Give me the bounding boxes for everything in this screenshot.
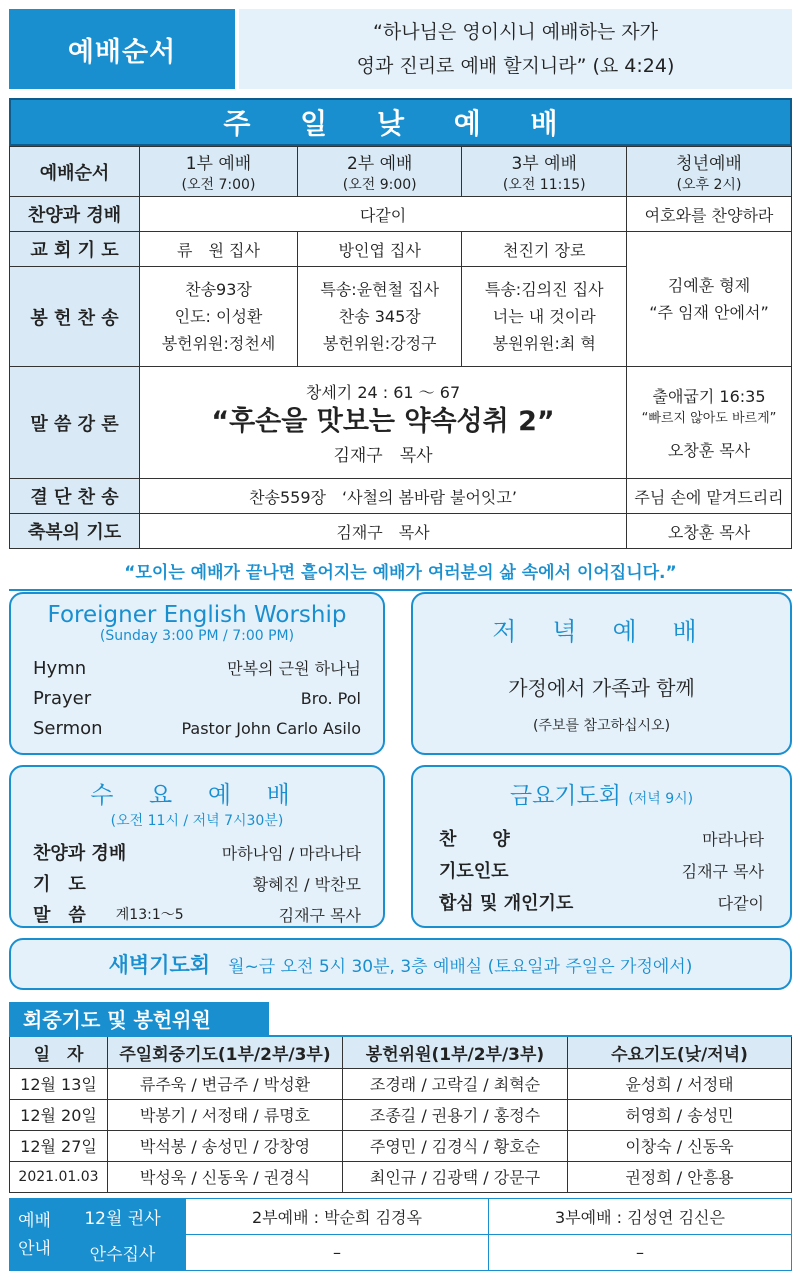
col-header: 봉헌위원(1부/2부/3부)	[343, 1036, 568, 1068]
col-1: 1부 예배 (오전 7:00)	[140, 147, 298, 197]
guide-row-key: 안수집사	[60, 1235, 186, 1271]
col-header: 수요기도(낮/저녁)	[568, 1036, 792, 1068]
col-header: 주일회중기도(1부/2부/3부)	[108, 1036, 343, 1068]
prayer-offering-table	[9, 1035, 792, 1193]
guide-row-key: 12월 권사	[60, 1199, 186, 1235]
wednesday-row: 말 씀 계13:1～5 김재구 목사	[33, 905, 361, 926]
evening-title: 저 녁 예 배	[492, 617, 711, 646]
wednesday-title: 수 요 예 배	[90, 781, 304, 809]
table-row: 12월 13일 류주욱 / 변금주 / 박성환 조경래 / 고락길 / 최혁순 윤성희 / 서정태	[10, 1068, 792, 1099]
guide-cell: 2부예배 : 박순희 김경옥	[186, 1199, 489, 1235]
wednesday-worship-box	[9, 765, 385, 928]
table-row: 2021.01.03 박성욱 / 신동욱 / 권경식 최인규 / 김광택 / 강문구 권정희 / 안흥용	[10, 1161, 792, 1192]
guide-cell: –	[186, 1235, 489, 1271]
blessing-youth: 오창훈 목사	[627, 514, 792, 549]
sermon-title: “후손을 맛보는 약속성취 2”	[211, 405, 555, 437]
motto: “모이는 예배가 끝나면 흩어지는 예배가 여러분의 삶 속에서 이어집니다.”	[9, 558, 792, 591]
quote-line-1: “하나님은 영이시니 예배하는 자가	[373, 21, 658, 43]
order-of-worship-title: 예배순서	[9, 9, 235, 89]
blessing-main: 김재구 목사	[140, 514, 627, 549]
closing-youth: 주님 손에 맡겨드리리	[627, 479, 792, 514]
english-row: Sermon Pastor John Carlo Asilo	[33, 718, 361, 739]
col-3: 3부 예배 (오전 11:15)	[462, 147, 627, 197]
evening-note: (주보를 참고하십시오)	[532, 718, 671, 734]
friday-row: 합심 및 개인기도 다같이	[439, 893, 764, 914]
wednesday-row: 찬양과 경배 마하나임 / 마라나타	[33, 843, 361, 864]
english-row: Prayer Bro. Pol	[33, 688, 361, 709]
order-label: 예배순서	[10, 147, 140, 197]
wednesday-row: 기 도 황혜진 / 박찬모	[33, 874, 361, 895]
prayer-1: 류 원 집사	[140, 232, 298, 267]
wednesday-time: (오전 11시 / 저녁 7시30분)	[110, 813, 284, 829]
worship-guide-table	[9, 1198, 792, 1271]
friday-row: 기도인도 김재구 목사	[439, 861, 764, 882]
offering-label: 봉 헌 찬 송	[10, 267, 140, 367]
prayer-label: 교 회 기 도	[10, 232, 140, 267]
sermon-label: 말 씀 강 론	[10, 367, 140, 479]
sermon-scripture: 창세기 24 : 61 ～ 67	[305, 382, 461, 402]
closing-label: 결 단 찬 송	[10, 479, 140, 514]
offering-3: 특송:김의진 집사 너는 내 것이라 봉원위원:최 혁	[462, 267, 627, 367]
sunday-service-table	[9, 146, 792, 549]
blessing-label: 축복의 기도	[10, 514, 140, 549]
table-row: 12월 27일 박석봉 / 송성민 / 강창영 주영민 / 김경식 / 황호순 이창숙 / 신동욱	[10, 1130, 792, 1161]
col-youth: 청년예배 (오후 2시)	[627, 147, 792, 197]
offering-youth: 김예훈 형제 “주 임재 안에서”	[627, 232, 792, 367]
col-header: 일 자	[10, 1036, 108, 1068]
dawn-prayer-box	[9, 938, 792, 990]
quote-line-2: 영과 진리로 예배 할지니라” (요 4:24)	[356, 55, 675, 77]
friday-row: 찬 양 마라나타	[439, 829, 764, 850]
sermon-main	[140, 367, 627, 479]
english-row: Hymn 만복의 근원 하나님	[33, 658, 361, 679]
scripture-quote	[239, 9, 792, 89]
prayer-3: 천진기 장로	[462, 232, 627, 267]
sermon-youth: 출애굽기 16:35 “빠르지 않아도 바르게” 오창훈 목사	[627, 367, 792, 479]
dawn-text: 월~금 오전 5시 30분, 3층 예배실 (토요일과 주일은 가정에서)	[228, 956, 693, 977]
prayer-2: 방인엽 집사	[297, 232, 462, 267]
praise-label: 찬양과 경배	[10, 197, 140, 232]
praise-main: 다같이	[140, 197, 627, 232]
friday-prayer-box	[411, 765, 792, 928]
friday-title: 금요기도회 (저녁 9시)	[509, 783, 694, 809]
english-time: (Sunday 3:00 PM / 7:00 PM)	[99, 628, 295, 644]
dawn-title: 새벽기도회	[108, 953, 211, 977]
prayer-offering-title: 회중기도 및 봉헌위원	[9, 1002, 269, 1035]
sermon-preacher: 김재구 목사	[333, 445, 433, 466]
evening-text: 가정에서 가족과 함께	[508, 676, 695, 700]
sunday-service-title: 주 일 낮 예 배	[9, 98, 792, 146]
col-2: 2부 예배 (오전 9:00)	[297, 147, 462, 197]
offering-2: 특송:윤현철 집사 찬송 345장 봉헌위원:강정구	[297, 267, 462, 367]
guide-label: 예배 안내	[10, 1199, 60, 1271]
guide-cell: 3부예배 : 김성연 김신은	[489, 1199, 792, 1235]
english-worship-box	[9, 592, 385, 755]
closing-main: 찬송559장 ‘사철의 봄바람 불어잇고’	[140, 479, 627, 514]
guide-cell: –	[489, 1235, 792, 1271]
english-title: Foreigner English Worship	[47, 602, 347, 628]
offering-1: 찬송93장 인도: 이성환 봉헌위원:정천세	[140, 267, 298, 367]
table-row: 12월 20일 박봉기 / 서정태 / 류명호 조종길 / 권용기 / 홍정수 허영희 / 송성민	[10, 1099, 792, 1130]
praise-youth: 여호와를 찬양하라	[627, 197, 792, 232]
evening-worship-box	[411, 592, 792, 755]
